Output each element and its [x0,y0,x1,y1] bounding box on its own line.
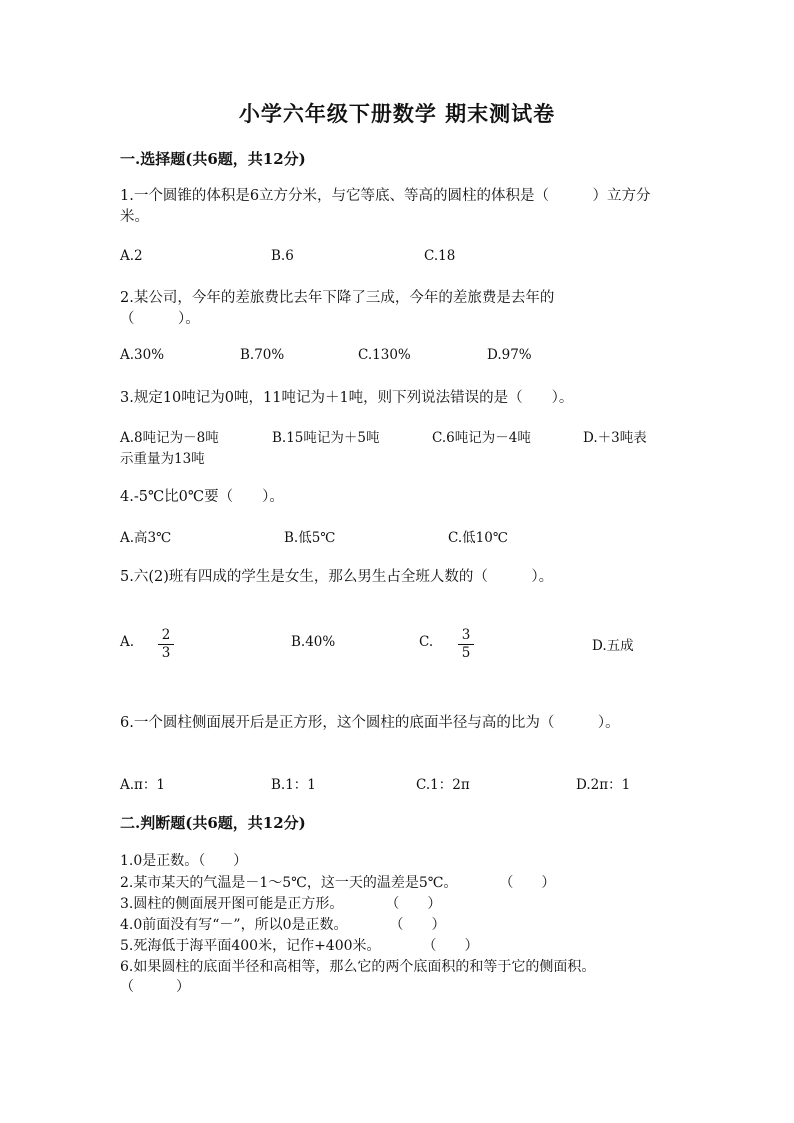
judgement-item-3: 3.圆柱的侧面展开图可能是正方形。 （ ） [120,896,442,912]
q6-option-a: A.π：1 [120,777,166,793]
page-title: 小学六年级下册数学 期末测试卷 [238,101,556,126]
fraction-denominator: 5 [461,645,471,661]
q1-option-a: A.2 [120,248,143,264]
question-3: 3.规定10吨记为0吨，11吨记为＋1吨，则下列说法错误的是（ ）。 [120,390,574,406]
question-2-line1: 2.某公司，今年的差旅费比去年下降了三成，今年的差旅费是去年的 [120,290,555,306]
fraction-denominator: 3 [161,645,171,661]
fraction-numerator: 3 [458,628,474,645]
q3-option-d-continued: 示重量为13吨 [120,451,205,467]
q5-option-c-label: C. [419,634,434,650]
q3-option-a: A.8吨记为－8吨 [120,430,219,446]
judgement-item-1: 1.0是正数。（ ） [120,853,248,869]
question-5: 5.六(2)班有四成的学生是女生，那么男生占全班人数的（ ）。 [120,569,554,585]
question-6: 6.一个圆柱侧面展开后是正方形，这个圆柱的底面半径与高的比为（ ）。 [120,715,620,731]
q2-option-b: B.70% [240,347,285,363]
q5-option-a-label: A. [120,634,135,650]
question-4: 4.-5℃比0℃要（ ）。 [120,489,284,505]
judgement-item-6-answer: （ ） [120,979,190,995]
judgement-item-2: 2.某市某天的气温是－1～5℃，这一天的温差是5℃。 （ ） [120,875,556,891]
judgement-item-4: 4.0前面没有写“－”，所以0是正数。 （ ） [120,917,446,933]
q4-option-a: A.高3℃ [120,530,172,546]
q4-option-b: B.低5℃ [284,530,336,546]
question-2-line2: （ ）。 [120,311,200,327]
judgement-item-6: 6.如果圆柱的底面半径和高相等，那么它的两个底面积的和等于它的侧面积。 [120,959,596,975]
q2-option-c: C.130% [358,347,411,363]
q4-option-c: C.低10℃ [448,530,508,546]
q5-option-c-fraction [458,628,474,661]
q5-option-a-fraction [158,628,174,661]
q6-option-c: C.1：2π [416,777,470,793]
q3-option-d: D.＋3吨表 [583,430,647,446]
q5-option-b: B.40% [291,634,336,650]
q2-option-a: A.30% [120,347,165,363]
section-heading-choice: 一.选择题(共6题，共12分) [120,150,306,168]
q1-option-c: C.18 [424,248,456,264]
q1-option-b: B.6 [271,248,294,264]
question-1: 1.一个圆锥的体积是6立方分米，与它等底、等高的圆柱的体积是（ ）立方分米。 [120,188,651,225]
q2-option-d: D.97% [487,347,532,363]
q6-option-b: B.1：1 [271,777,316,793]
q3-option-c: C.6吨记为－4吨 [432,430,531,446]
section-heading-judgement: 二.判断题(共6题，共12分) [120,814,306,832]
fraction-numerator: 2 [158,628,174,645]
q3-option-b: B.15吨记为＋5吨 [272,430,380,446]
q5-option-d: D.五成 [592,638,634,654]
q6-option-d: D.2π：1 [576,777,631,793]
judgement-item-5: 5.死海低于海平面400米，记作+400米。 （ ） [120,938,479,954]
